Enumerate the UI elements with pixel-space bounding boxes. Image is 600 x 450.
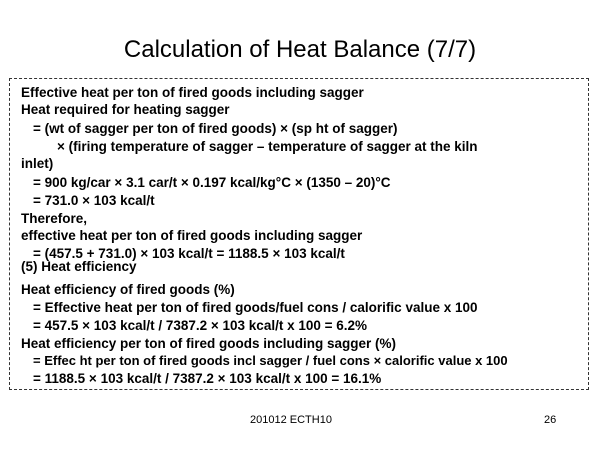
content-line: = Effective heat per ton of fired goods/fuel cons / calorific value x 100 (33, 300, 478, 315)
content-line: = Effec ht per ton of fired goods incl sagger / fuel cons × calorific value x 100 (33, 353, 508, 368)
page-number: 26 (544, 414, 557, 426)
content-line: inlet) (21, 156, 54, 171)
content-line: Heat efficiency per ton of fired goods including sagger (%) (21, 336, 397, 351)
content-line: × (firing temperature of sagger – temperature of sagger at the kiln (57, 139, 478, 154)
section-heading: (5) Heat efficiency (21, 259, 137, 274)
content-line: = 1188.5 × 103 kcal/t / 7387.2 × 103 kcal/t x 100 = 16.1% (33, 371, 382, 386)
content-line: Therefore, (21, 211, 88, 226)
content-line: Effective heat per ton of fired goods including sagger (21, 85, 364, 100)
content-line: = (457.5 + 731.0) × 103 kcal/t = 1188.5 × 103 kcal/t (33, 246, 345, 261)
content-line: = 731.0 × 103 kcal/t (33, 193, 155, 208)
content-line: effective heat per ton of fired goods including sagger (21, 228, 363, 243)
content-line: = (wt of sagger per ton of fired goods) × (sp ht of sagger) (33, 121, 398, 136)
content-line: Heat efficiency of fired goods (%) (21, 282, 235, 297)
footer-label: 201012 ECTH10 (250, 414, 332, 426)
slide-title: Calculation of Heat Balance (7/7) (123, 36, 477, 63)
content-line: = 457.5 × 103 kcal/t / 7387.2 × 103 kcal/t x 100 = 6.2% (33, 318, 368, 333)
content-line: = 900 kg/car × 3.1 car/t × 0.197 kcal/kg°C × (1350 – 20)°C (33, 175, 391, 190)
content-line: Heat required for heating sagger (21, 102, 230, 117)
